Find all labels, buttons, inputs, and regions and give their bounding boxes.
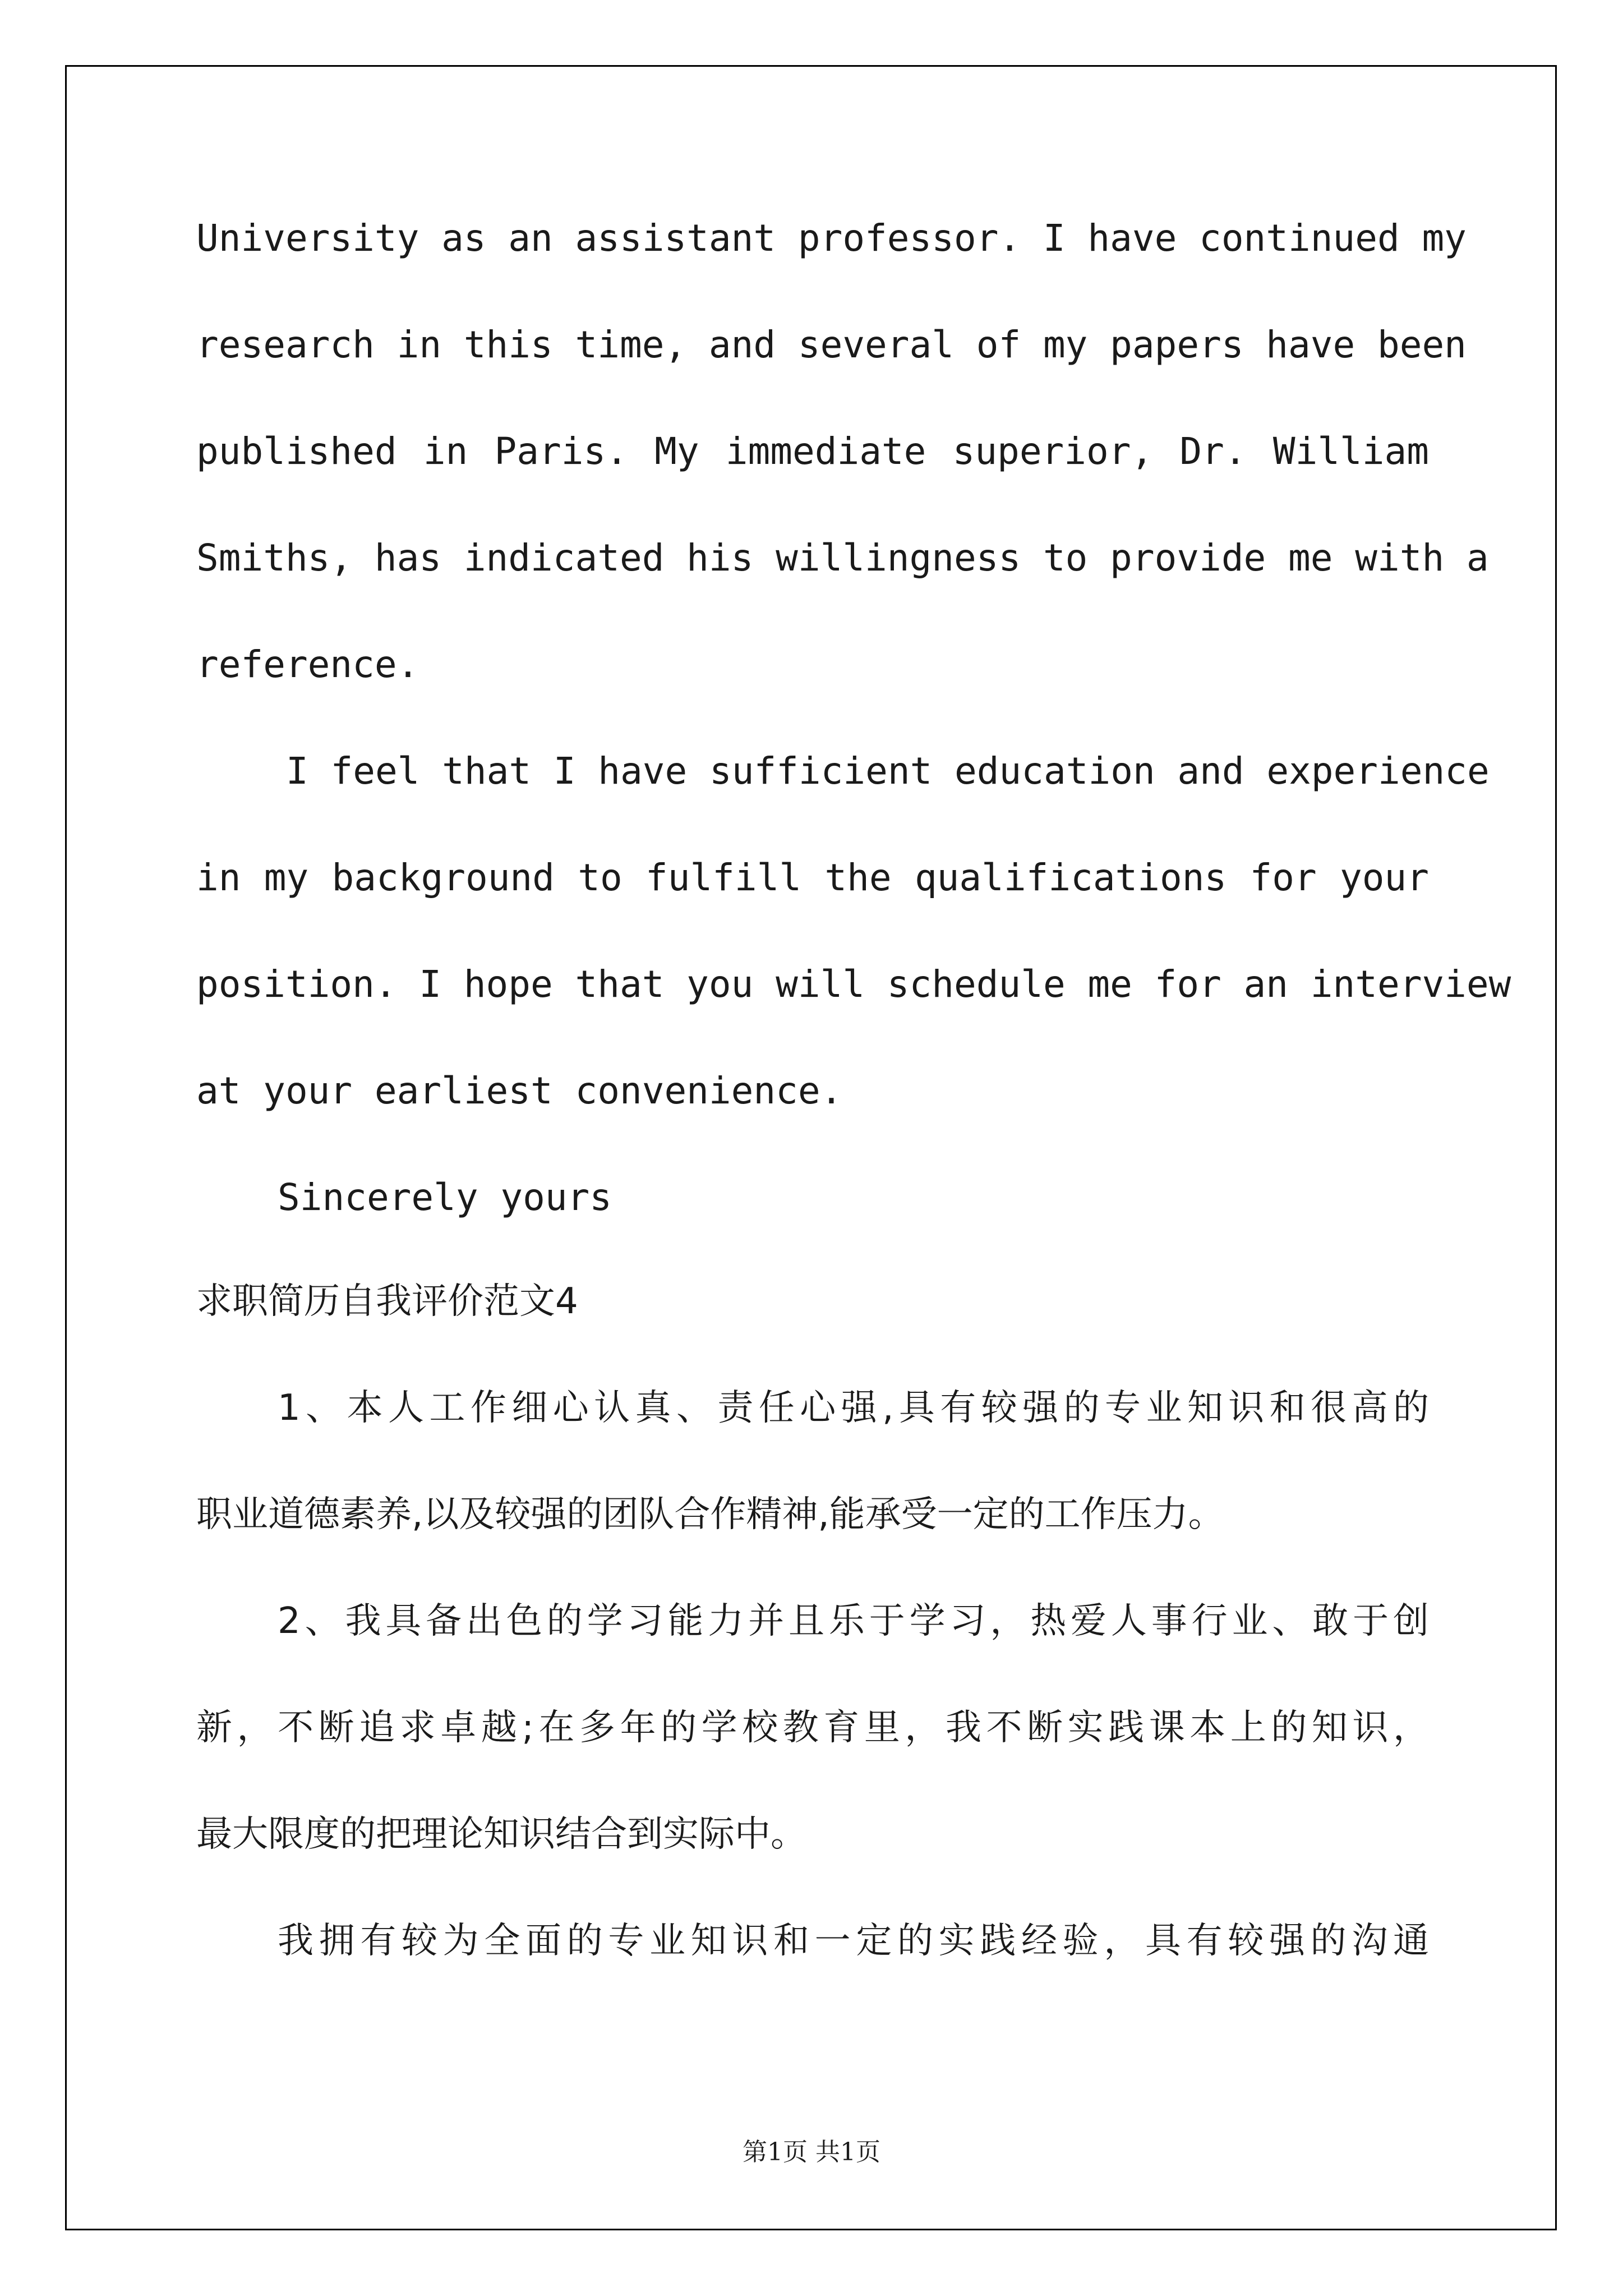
body-line: Smiths, has indicated his willingness to provide me with a	[196, 536, 1489, 579]
list-item-first-line: 1、本人工作细心认真、责任心强,具有较强的专业知识和很高的	[278, 1387, 1429, 1429]
paragraph-first-line: I feel that I have sufficient education and experience	[286, 749, 1490, 793]
body-line: research in this time, and several of my papers have been	[196, 323, 1467, 366]
body-line: position. I hope that you will schedule me for an interview	[196, 963, 1511, 1006]
body-line: in my background to fulfill the qualifications for your	[196, 856, 1429, 899]
page-border	[65, 65, 1557, 2230]
body-line: reference.	[196, 643, 419, 686]
list-item-first-line: 2、我具备出色的学习能力并且乐于学习，热爱人事行业、敢于创	[278, 1600, 1429, 1642]
body-line: 最大限度的把理论知识结合到实际中。	[196, 1814, 806, 1855]
closing-line: Sincerely yours	[278, 1176, 612, 1219]
body-line: University as an assistant professor. I have continued my	[196, 217, 1467, 260]
section-heading: 求职简历自我评价范文4	[196, 1281, 578, 1322]
body-line: 新，不断追求卓越;在多年的学校教育里，我不断实践课本上的知识，	[196, 1707, 1429, 1749]
page-footer: 第1页 共1页	[743, 2138, 880, 2166]
body-line: 职业道德素养,以及较强的团队合作精神,能承受一定的工作压力。	[196, 1494, 1224, 1535]
paragraph-first-line: 我拥有较为全面的专业知识和一定的实践经验，具有较强的沟通	[278, 1920, 1429, 1962]
body-line: at your earliest convenience.	[196, 1069, 843, 1112]
body-line: published in Paris. My immediate superior, Dr. William	[196, 430, 1429, 473]
